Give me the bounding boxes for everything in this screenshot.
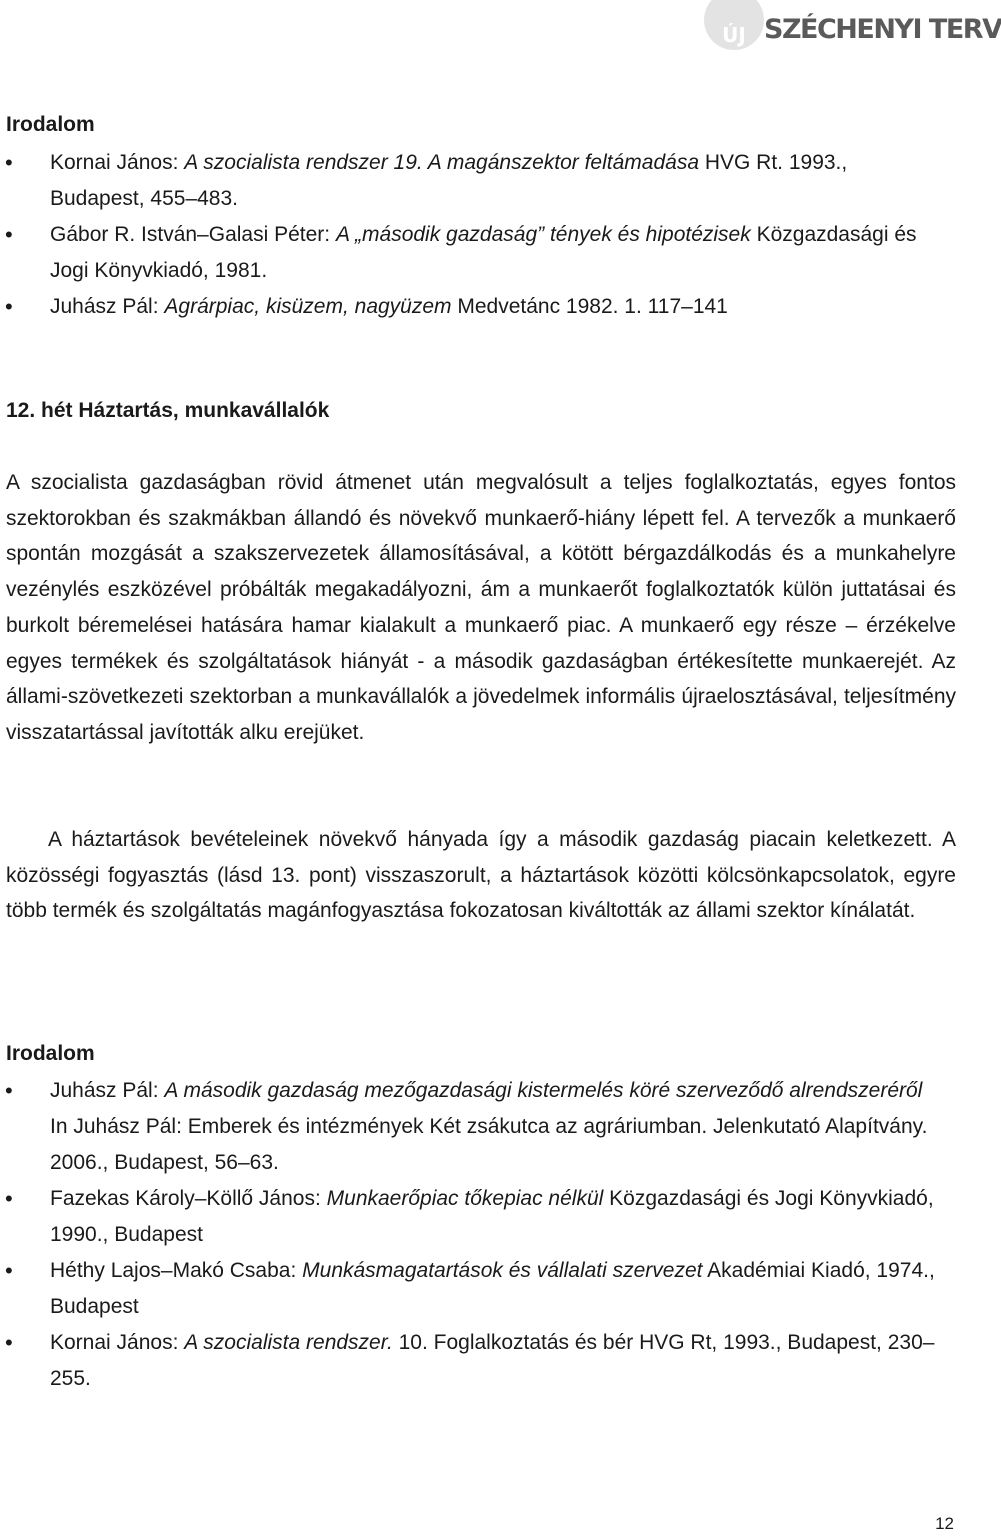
bibliography-item-text: Kornai János: A szocialista rendszer 19. A magánszektor feltámadása HVG Rt. 1993., Budapest, 455–483.: [50, 151, 848, 210]
bibliography-item-text: Kornai János: A szocialista rendszer. 10. Foglalkoztatás és bér HVG Rt, 1993., Budapest, 230–255.: [50, 1331, 935, 1390]
bibliography-item-text: Héthy Lajos–Makó Csaba: Munkásmagatartások és vállalati szervezet Akadémiai Kiadó, 1974., Budapest: [50, 1259, 935, 1318]
szechenyi-terv-logo: [700, 0, 1001, 70]
bullet-icon: •: [5, 1258, 13, 1283]
bibliography-item-text: Juhász Pál: A második gazdaság mezőgazdasági kistermelés köré szerveződő alrendszeréről In Juhász Pál: Emberek és intézmények Két zsákutca az agráriumban. Jelenkutató Alapítvány. 2006., Budapest, 56–63.: [50, 1079, 928, 1174]
bibliography-item: [0, 1181, 945, 1253]
bullet-icon: •: [5, 294, 13, 319]
bibliography-item-text: Gábor R. István–Galasi Péter: A „második gazdaság” tények és hipotézisek Közgazdasági és Jogi Könyvkiadó, 1981.: [50, 223, 917, 282]
bullet-icon: •: [5, 1078, 13, 1103]
bullet-icon: •: [5, 1186, 13, 1211]
bibliography-item: [0, 145, 945, 217]
logo-text: SZÉCHENYI TERV: [764, 14, 1001, 45]
body-paragraph-2: A háztartások bevételeinek növekvő hányada így a második gazdaság piacain keletkezett. A közösségi fogyasztás (lásd 13. pont) visszaszorult, a háztartások közötti kölcsönkapcsolatok, egyre több termék és szolgáltatás magánfogyasztása fokozatosan kiváltották az állami szektor kínálatát.: [6, 828, 956, 923]
bibliography-item: [0, 1073, 945, 1181]
bibliography-item-text: Fazekas Károly–Köllő János: Munkaerőpiac tőkepiac nélkül Közgazdasági és Jogi Könyvkiadó, 1990., Budapest: [50, 1187, 934, 1246]
bibliography-item: [0, 1325, 945, 1397]
section1-bibliography-list: [0, 145, 945, 325]
section1-heading: Irodalom: [6, 113, 95, 136]
section2-heading: Irodalom: [6, 1042, 95, 1065]
bibliography-item: [0, 289, 945, 325]
bullet-icon: •: [5, 1330, 13, 1355]
bullet-icon: •: [5, 150, 13, 175]
chapter-title: 12. hét Háztartás, munkavállalók: [6, 399, 330, 422]
page-number: 12: [935, 1514, 954, 1533]
body-paragraph-1: A szocialista gazdaságban rövid átmenet után megvalósult a teljes foglalkoztatás, egyes fontos szektorokban és szakmákban állandó és növekvő munkaerő-hiány lépett fel. A tervezők a munkaerő spontán mozgását a szakszervezetek államosításával, a kötött bérgazdálkodás és a munkahelyre vezénylés eszközével próbálták megakadályozni, ám a munkaerőt foglalkoztatók külön juttatásai és burkolt béremelései hatására hamar kialakult a munkaerő piac. A munkaerő egy része – érzékelve egyes termékek és szolgáltatások hiányát - a második gazdaságban értékesítette munkaerejét. Az állami-szövetkezeti szektorban a munkavállalók a jövedelmek informális újraelosztásával, teljesítmény visszatartással javították alku erejüket.: [6, 471, 956, 744]
section2-bibliography-list: [0, 1073, 945, 1397]
bibliography-item: [0, 217, 945, 289]
logo-mark-text: ÚJ: [722, 23, 746, 47]
bibliography-item: [0, 1253, 945, 1325]
uj-logo-mark: [706, 0, 762, 62]
bullet-icon: •: [5, 222, 13, 247]
bibliography-item-text: Juhász Pál: Agrárpiac, kisüzem, nagyüzem Medvetánc 1982. 1. 117–141: [50, 295, 728, 318]
